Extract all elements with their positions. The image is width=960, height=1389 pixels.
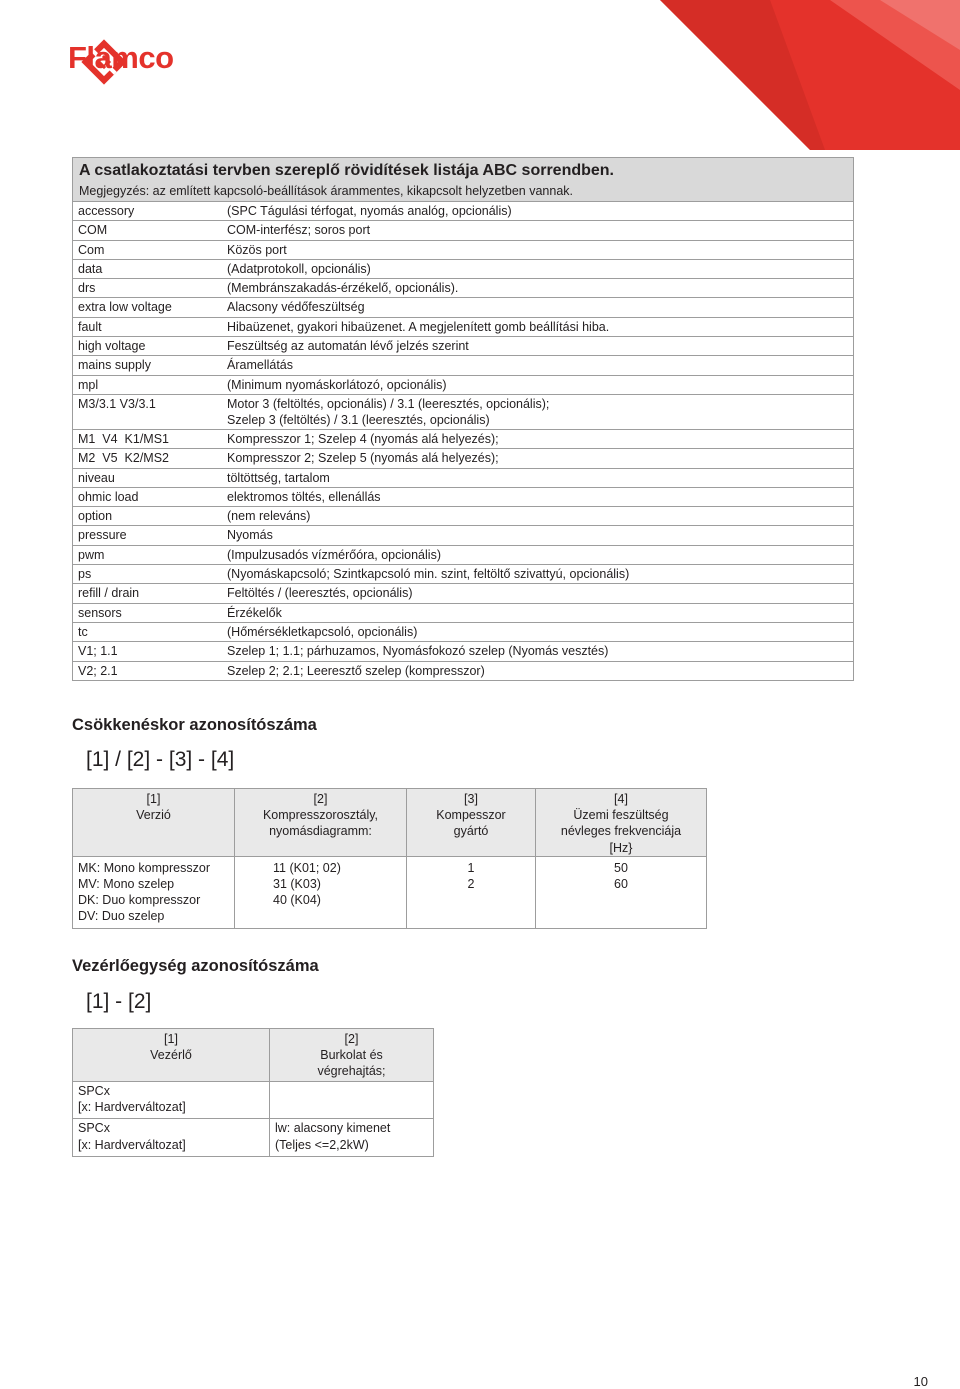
abbreviation-row [73,545,853,564]
abbreviation-key: data [78,261,103,276]
abbreviation-key: high voltage [78,339,146,354]
abbreviation-row [73,394,853,429]
abbreviations-title: A csatlakoztatási tervben szereplő rövidítések listája ABC sorrendben. [79,162,614,179]
controller-id-formula: [1] - [2] [86,990,152,1013]
comp-version-item: DK: Duo kompresszor [78,893,201,908]
abbreviation-key: V1; 1.1 [78,644,118,659]
abbreviation-row [73,278,853,297]
abbreviation-row [73,583,853,602]
ctrl-header-line: Burkolat és [320,1048,383,1063]
abbreviation-key: M3/3.1 V3/3.1 [78,396,156,411]
abbreviation-value: Nyomás [227,528,273,543]
comp-version-item: MK: Mono kompresszor [78,860,210,875]
abbreviation-value: (Impulzusadós vízmérőóra, opcionális) [227,547,441,562]
ctrl-cell-line: lw: alacsony kimenet [275,1121,391,1136]
comp-classes-cell [235,856,407,928]
abbreviation-value: töltöttség, tartalom [227,470,330,485]
ctrl-header-line: [1] [164,1032,178,1046]
ctrl-header-line: Vezérlő [150,1048,192,1063]
abbreviation-row [73,355,853,374]
comp-manufacturer-cell [407,856,536,928]
abbreviation-row [73,297,853,316]
abbreviation-value: Hibaüzenet, gyakori hibaüzenet. A megjelenített gomb beállítási hiba. [227,319,610,334]
abbreviation-value: Szelep 2; 2.1; Leeresztő szelep (kompresszor) [227,663,485,678]
abbreviation-row [73,564,853,583]
abbreviation-value: Kompresszor 2; Szelep 5 (nyomás alá helyezés); [227,451,499,466]
comp-header-1 [73,789,235,857]
abbreviation-value-line: Szelep 3 (feltöltés) / 3.1 (leeresztés, opcionális) [227,412,490,427]
abbreviation-value-line: Motor 3 (feltöltés, opcionális) / 3.1 (leeresztés, opcionális); [227,396,550,411]
abbreviations-table [72,157,854,681]
ctrl-header-line: végrehajtás; [317,1064,386,1079]
abbreviation-row [73,317,853,336]
abbreviation-key: fault [78,319,102,334]
comp-header-line: gyártó [453,824,489,839]
abbreviation-row [73,240,853,259]
ctrl-cell-line: SPCx [78,1121,110,1136]
comp-header-line: Verzió [136,808,171,823]
comp-header-line: nyomásdiagramm: [269,824,372,839]
abbreviation-key: sensors [78,605,122,620]
comp-versions-cell [73,856,235,928]
comp-manufacturer-item: 1 [467,860,475,875]
abbreviation-key: option [78,509,113,524]
comp-header-line: [4] [614,792,628,806]
abbreviation-value: Közös port [227,242,287,257]
controller-id-title: Vezérlőegység azonosítószáma [72,957,319,975]
comp-frequency-item: 60 [614,877,628,892]
comp-header-line: [Hz} [609,840,633,855]
abbreviation-key: ohmic load [78,489,139,504]
comp-header-line: Kompesszor [436,808,506,823]
abbreviation-key: M1 V4 K1/MS1 [78,431,170,446]
abbreviation-key: M2 V5 K2/MS2 [78,451,170,466]
ctrl-row-1-col-2 [270,1082,434,1119]
abbreviation-row [73,220,853,239]
abbreviation-key: niveau [78,470,115,485]
page-number: 10 [913,1374,928,1389]
comp-header-line: Kompresszorosztály, [262,808,379,823]
abbreviation-value: elektromos töltés, ellenállás [227,489,381,504]
abbreviation-value: Alacsony védőfeszültség [227,300,365,315]
abbreviation-value: (nem releváns) [227,509,311,524]
comp-manufacturer-item: 2 [467,877,475,892]
abbreviation-row [73,506,853,525]
abbreviation-value: Érzékelők [227,605,282,620]
ctrl-row-2-col-2 [270,1119,434,1156]
abbreviation-key: accessory [78,204,135,218]
abbreviation-row [73,429,853,448]
abbreviation-key: mains supply [78,358,151,373]
abbreviation-key: pressure [78,528,127,543]
ctrl-cell-line: (Teljes <=2,2kW) [275,1137,369,1152]
abbreviations-note: Megjegyzés: az említett kapcsoló-beállítások árammentes, kikapcsolt helyzetben vannak. [79,184,573,198]
abbreviation-value: Áramellátás [227,358,293,373]
comp-version-item: DV: Duo szelep [78,909,165,924]
abbreviation-row [73,622,853,641]
brand-name: Flamco [68,40,174,75]
abbreviation-row [73,259,853,278]
comp-header-line: Üzemi feszültség [573,808,669,823]
compressor-id-title: Csökkenéskor azonosítószáma [72,716,317,734]
ctrl-header-1 [73,1029,270,1082]
abbreviation-key: drs [78,281,96,296]
comp-version-item: MV: Mono szelep [78,877,175,892]
abbreviation-key: refill / drain [78,586,140,601]
comp-header-3 [407,789,536,857]
comp-header-2 [235,789,407,857]
ctrl-header-line: [2] [344,1032,359,1046]
abbreviation-row [73,487,853,506]
comp-header-line: [2] [313,792,328,806]
abbreviation-key: Com [78,242,105,257]
abbreviation-value: Szelep 1; 1.1; párhuzamos, Nyomásfokozó szelep (Nyomás vesztés) [227,644,609,659]
ctrl-cell-line: [x: Hardverváltozat] [78,1100,186,1115]
ctrl-cell-line: [x: Hardverváltozat] [78,1137,186,1152]
abbreviation-key: tc [78,624,88,639]
abbreviation-value: (Hőmérsékletkapcsoló, opcionális) [227,624,418,639]
abbreviation-value: (Minimum nyomáskorlátozó, opcionális) [227,377,447,392]
abbreviation-key: mpl [78,377,99,392]
abbreviation-value: (SPC Tágulási térfogat, nyomás analóg, opcionális) [227,204,512,218]
abbreviation-row [73,641,853,660]
abbreviation-row [73,661,853,680]
abbreviation-value [223,395,853,429]
abbreviation-value: (Adatprotokoll, opcionális) [227,261,371,276]
compressor-id-table [72,788,707,929]
abbreviation-row [73,375,853,394]
comp-frequency-cell [536,856,707,928]
abbreviation-value: COM-interfész; soros port [227,223,371,238]
comp-class-item: 31 (K03) [273,877,321,892]
abbreviation-key: pwm [78,547,105,562]
abbreviation-row [73,468,853,487]
abbreviation-row [73,336,853,355]
compressor-id-formula: [1] / [2] - [3] - [4] [86,748,235,771]
abbreviation-value: (Nyomáskapcsoló; Szintkapcsoló min. szint, feltöltő szivattyú, opcionális) [227,567,630,582]
abbreviation-value: (Membránszakadás-érzékelő, opcionális). [227,281,459,296]
comp-header-line: [3] [464,792,478,806]
comp-header-line: névleges frekvenciája [560,824,682,839]
abbreviation-row [73,603,853,622]
comp-header-4 [536,789,707,857]
comp-class-item: 40 (K04) [273,893,321,908]
abbreviation-key: extra low voltage [78,300,172,315]
abbreviation-key: V2; 2.1 [78,663,118,678]
manual-title: Flexcon® M-K Telepítési és üzemeltetési kézikönyv [482,36,719,78]
ctrl-row-2-col-1 [73,1119,270,1156]
abbreviation-value: Feltöltés / (leeresztés, opcionális) [227,586,413,601]
abbreviation-value: Kompresszor 1; Szelep 4 (nyomás alá helyezés); [227,431,499,446]
comp-frequency-item: 50 [614,860,628,875]
comp-class-item: 11 (K01; 02) [273,860,341,875]
abbreviation-key: ps [78,567,92,582]
abbreviation-row [73,448,853,467]
abbreviation-row [73,525,853,544]
comp-header-line: [1] [146,792,161,806]
ctrl-row-1-col-1 [73,1082,270,1119]
abbreviations-header [73,158,853,201]
ctrl-cell-line: SPCx [78,1084,110,1098]
ctrl-header-2 [270,1029,434,1082]
abbreviation-value: Feszültség az automatán lévő jelzés szerint [227,339,469,354]
abbreviation-row [73,201,853,220]
controller-id-table [72,1028,434,1157]
abbreviation-key: COM [78,223,108,238]
